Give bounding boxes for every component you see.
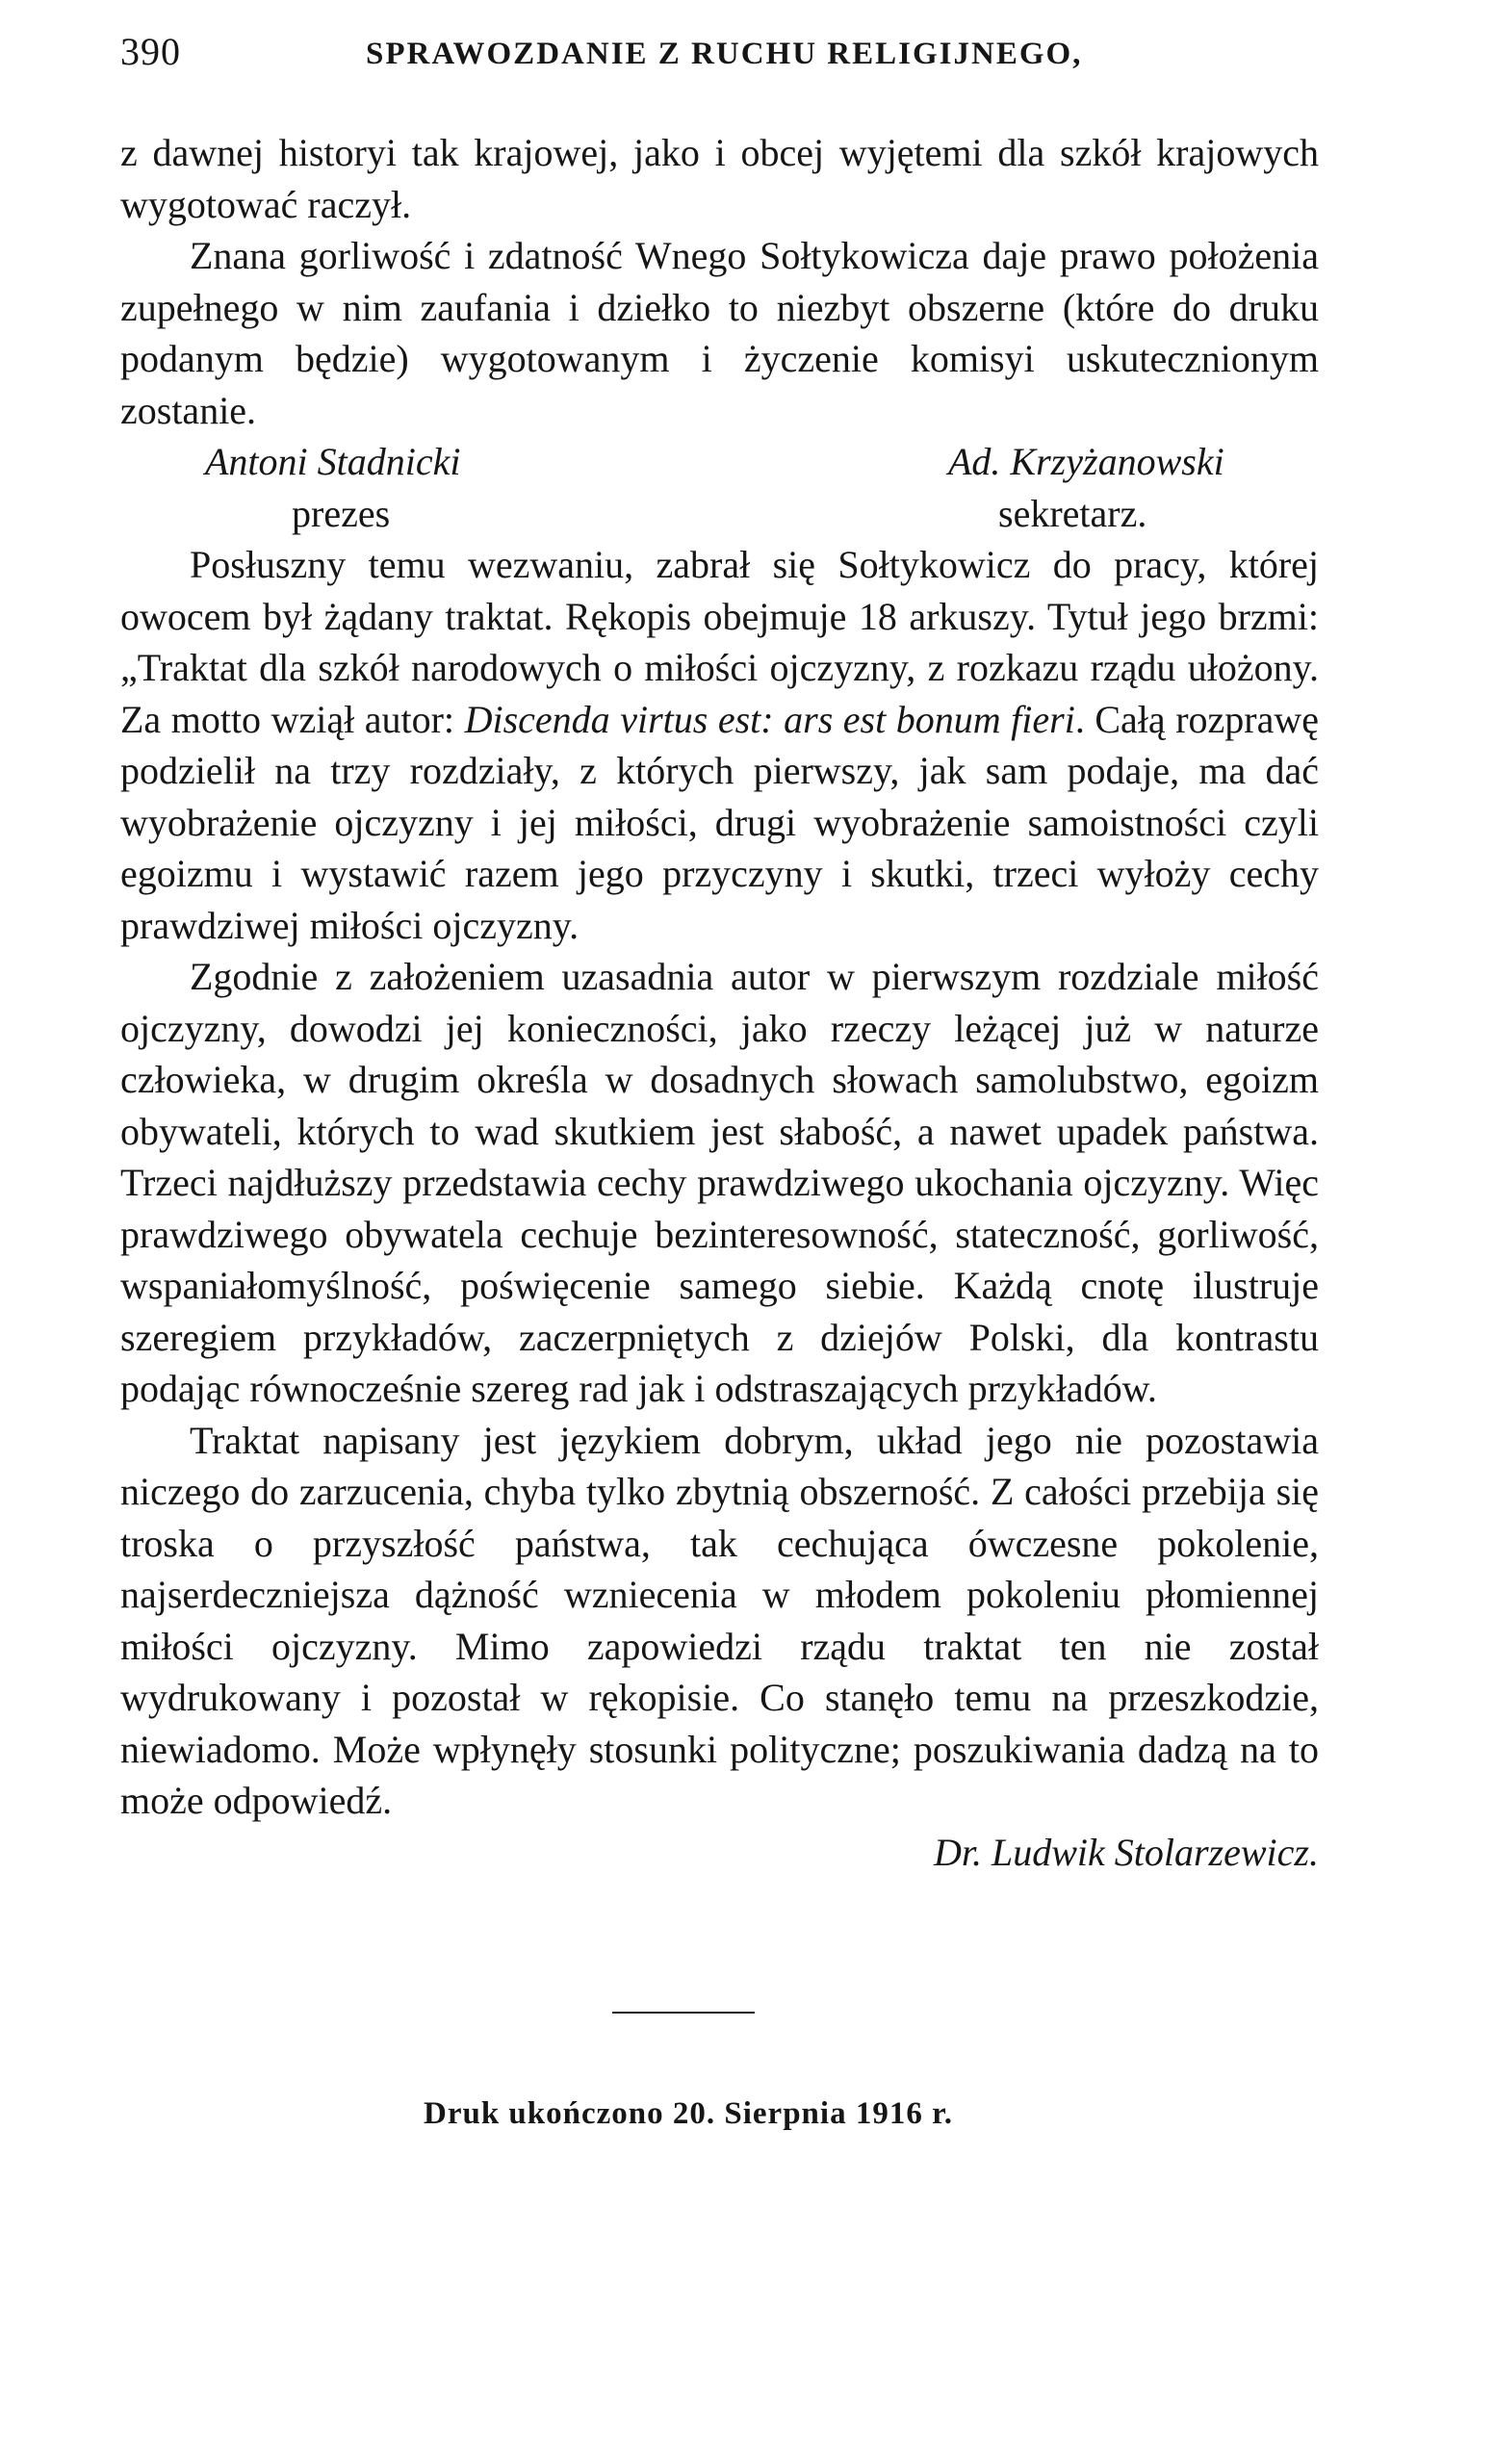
paragraph-text: . Całą rozprawę podzielił na trzy rozdziały, z których pierwszy, jak sam podaje, ma dać wyobrażenie ojczyzny i jej miłości, drugi wyobrażenie samoistności czyli egoizmu i wystawić razem jego przyczyny i skutki, trzeci wyłoży cechy prawdziwej miłości ojczyzny. [120,697,1319,947]
signature-block [120,436,1319,539]
signature-name-president: Antoni Stadnicki [205,440,461,483]
paragraph-text: Posłuszny temu wezwaniu, zabrał się Sołtykowicz do pracy, której owocem był żądany traktat. Rękopis obejmuje 18 arkuszy. Tytuł jego brzmi: „Traktat dla szkół narodowych o miłości ojczyzny, z rozkazu rządu ułożony. Za motto wziął autor: [120,543,1319,741]
motto-text: Discenda virtus est: ars est bonum fieri [464,697,1075,741]
paragraph: Zgodnie z założeniem uzasadnia autor w pierwszym rozdziale miłość ojczyzny, dowodzi jej konieczności, jako rzeczy leżącej już w naturze człowieka, w drugim określa w dosadnych słowach samolubstwo, egoizm obywateli, których to wad skutkiem jest słabość, a nawet upadek państwa. Trzeci najdłuższy przedstawia cechy prawdziwego ukochania ojczyzny. Więc prawdziwego obywatela cechuje bezinteresowność, stateczność, gorliwość, wspaniałomyślność, poświęcenie samego siebie. Każdą cnotę ilustruje szeregiem przykładów, zaczerpniętych z dziejów Polski, dla kontrastu podając równocześnie szereg rad jak i odstraszających przykładów. [120,955,1319,1410]
signature-role-secretary: sekretarz. [998,491,1147,535]
signature-role-president: prezes [292,491,391,535]
paragraph [120,539,1319,951]
body-text [120,127,1319,1878]
paragraph: Traktat napisany jest językiem dobrym, układ jego nie pozostawia niczego do zarzucenia, chyba tylko zbytnią obszerność. Z całości przebija się troska o przyszłość państwa, tak cechująca ówczesne pokolenie, najserdeczniejsza dążność wzniecenia w młodem pokoleniu płomiennej miłości ojczyzny. Mimo zapowiedzi rządu traktat ten nie został wydrukowany i pozostał w rękopisie. Co stanęło temu na przeszkodzie, niewiadomo. Może wpłynęły stosunki polityczne; poszukiwania dadzą na to może odpowiedź. [120,1418,1319,1822]
page-number: 390 [120,30,181,73]
page-header [120,29,1319,87]
separator-rule [612,2012,755,2014]
paragraph: Znana gorliwość i zdatność Wnego Sołtykowicza daje prawo położenia zupełnego w nim zaufania i dziełko to niezbyt obszerne (które do druku podanym będzie) wygotowanym i życzenie komisyi uskutecznionym zostanie. [120,234,1319,432]
colophon: Druk ukończono 20. Sierpnia 1916 r. [424,2096,953,2131]
author-signature: Dr. Ludwik Stolarzewicz. [933,1830,1319,1874]
running-head: SPRAWOZDANIE Z RUCHU RELIGIJNEGO, [366,37,1083,71]
paragraph: z dawnej historyi tak krajowej, jako i obcej wyjętemi dla szkół krajowych wygotować raczył. [120,131,1319,226]
signature-name-secretary: Ad. Krzyżanowski [948,440,1224,483]
